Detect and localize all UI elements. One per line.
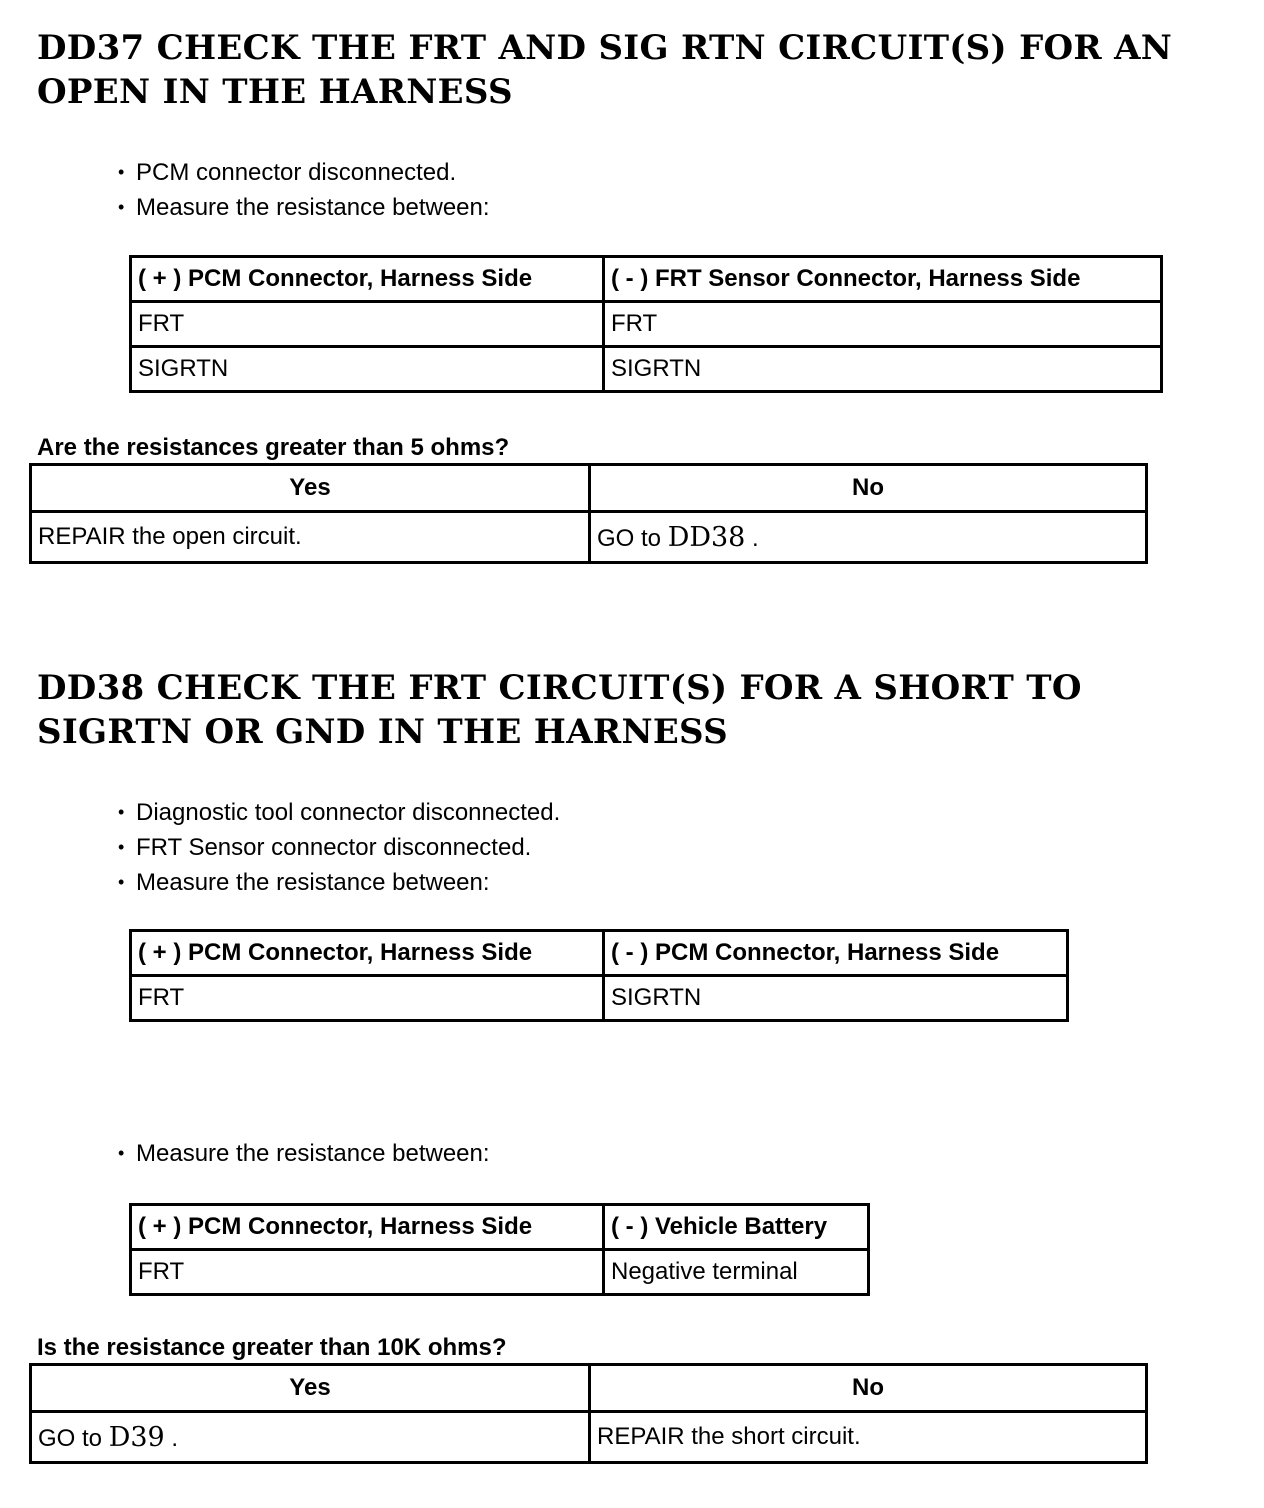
table-row [31, 1412, 1147, 1463]
table-header-row [131, 931, 1068, 976]
table-header-cell: ( - ) FRT Sensor Connector, Harness Side [604, 257, 1162, 302]
list-item: • Diagnostic tool connector disconnected. [118, 795, 560, 830]
go-to-d39-link[interactable]: D39 [108, 1421, 165, 1453]
no-header: No [590, 465, 1147, 512]
table-row [131, 347, 1162, 392]
table-cell: FRT [604, 302, 1162, 347]
yes-action [31, 1412, 590, 1463]
table-header-cell: ( + ) PCM Connector, Harness Side [131, 931, 604, 976]
table-cell: FRT [131, 1250, 604, 1295]
yes-header: Yes [31, 1365, 590, 1412]
list-item: • PCM connector disconnected. [118, 155, 490, 190]
list-item: • Measure the resistance between: [118, 865, 560, 900]
table-cell: FRT [131, 976, 604, 1021]
table-cell: Negative terminal [604, 1250, 869, 1295]
table-cell: FRT [131, 302, 604, 347]
no-action-suffix: . [745, 524, 759, 552]
table-row [131, 302, 1162, 347]
table-row [131, 976, 1068, 1021]
table-cell: SIGRTN [604, 347, 1162, 392]
table-cell: SIGRTN [131, 347, 604, 392]
dd38-resistance-table-1 [129, 929, 1069, 1022]
dd38-bullet-list [118, 795, 560, 900]
dd38-question: Is the resistance greater than 10K ohms? [37, 1334, 507, 1361]
dd37-resistance-table [129, 255, 1163, 393]
dd38-bullet-list-2 [118, 1136, 490, 1171]
list-item: • FRT Sensor connector disconnected. [118, 830, 560, 865]
list-item: • Measure the resistance between: [118, 190, 490, 225]
table-header-row [131, 257, 1162, 302]
dd38-yes-no-table [29, 1363, 1148, 1464]
table-header-cell: ( + ) PCM Connector, Harness Side [131, 1205, 604, 1250]
dd37-yes-no-table [29, 463, 1148, 564]
table-header-cell: ( - ) PCM Connector, Harness Side [604, 931, 1068, 976]
yes-action-suffix: . [164, 1424, 179, 1452]
dd37-bullet-list [118, 155, 490, 225]
yes-action: REPAIR the open circuit. [31, 512, 590, 563]
yes-action-prefix: GO to [38, 1424, 109, 1452]
list-item: • Measure the resistance between: [118, 1136, 490, 1171]
no-action: REPAIR the short circuit. [590, 1412, 1147, 1463]
table-header-row [131, 1205, 869, 1250]
table-row [131, 1250, 869, 1295]
dd37-question: Are the resistances greater than 5 ohms? [37, 434, 510, 461]
table-cell: SIGRTN [604, 976, 1068, 1021]
dd38-resistance-table-2 [129, 1203, 870, 1296]
table-header-cell: ( - ) Vehicle Battery [604, 1205, 869, 1250]
dd37-title: DD37 CHECK THE FRT AND SIG RTN CIRCUIT(S) FOR AN OPEN IN THE HARNESS [37, 28, 1173, 112]
go-to-dd38-link[interactable]: DD38 [667, 521, 746, 553]
table-header-row [31, 465, 1147, 512]
dd38-title: DD38 CHECK THE FRT CIRCUIT(S) FOR A SHORT TO SIGRTN OR GND IN THE HARNESS [37, 668, 1082, 752]
yes-header: Yes [31, 465, 590, 512]
no-action [590, 512, 1147, 563]
no-action-prefix: GO to [597, 524, 668, 552]
table-row [31, 512, 1147, 563]
table-header-row [31, 1365, 1147, 1412]
no-header: No [590, 1365, 1147, 1412]
table-header-cell: ( + ) PCM Connector, Harness Side [131, 257, 604, 302]
